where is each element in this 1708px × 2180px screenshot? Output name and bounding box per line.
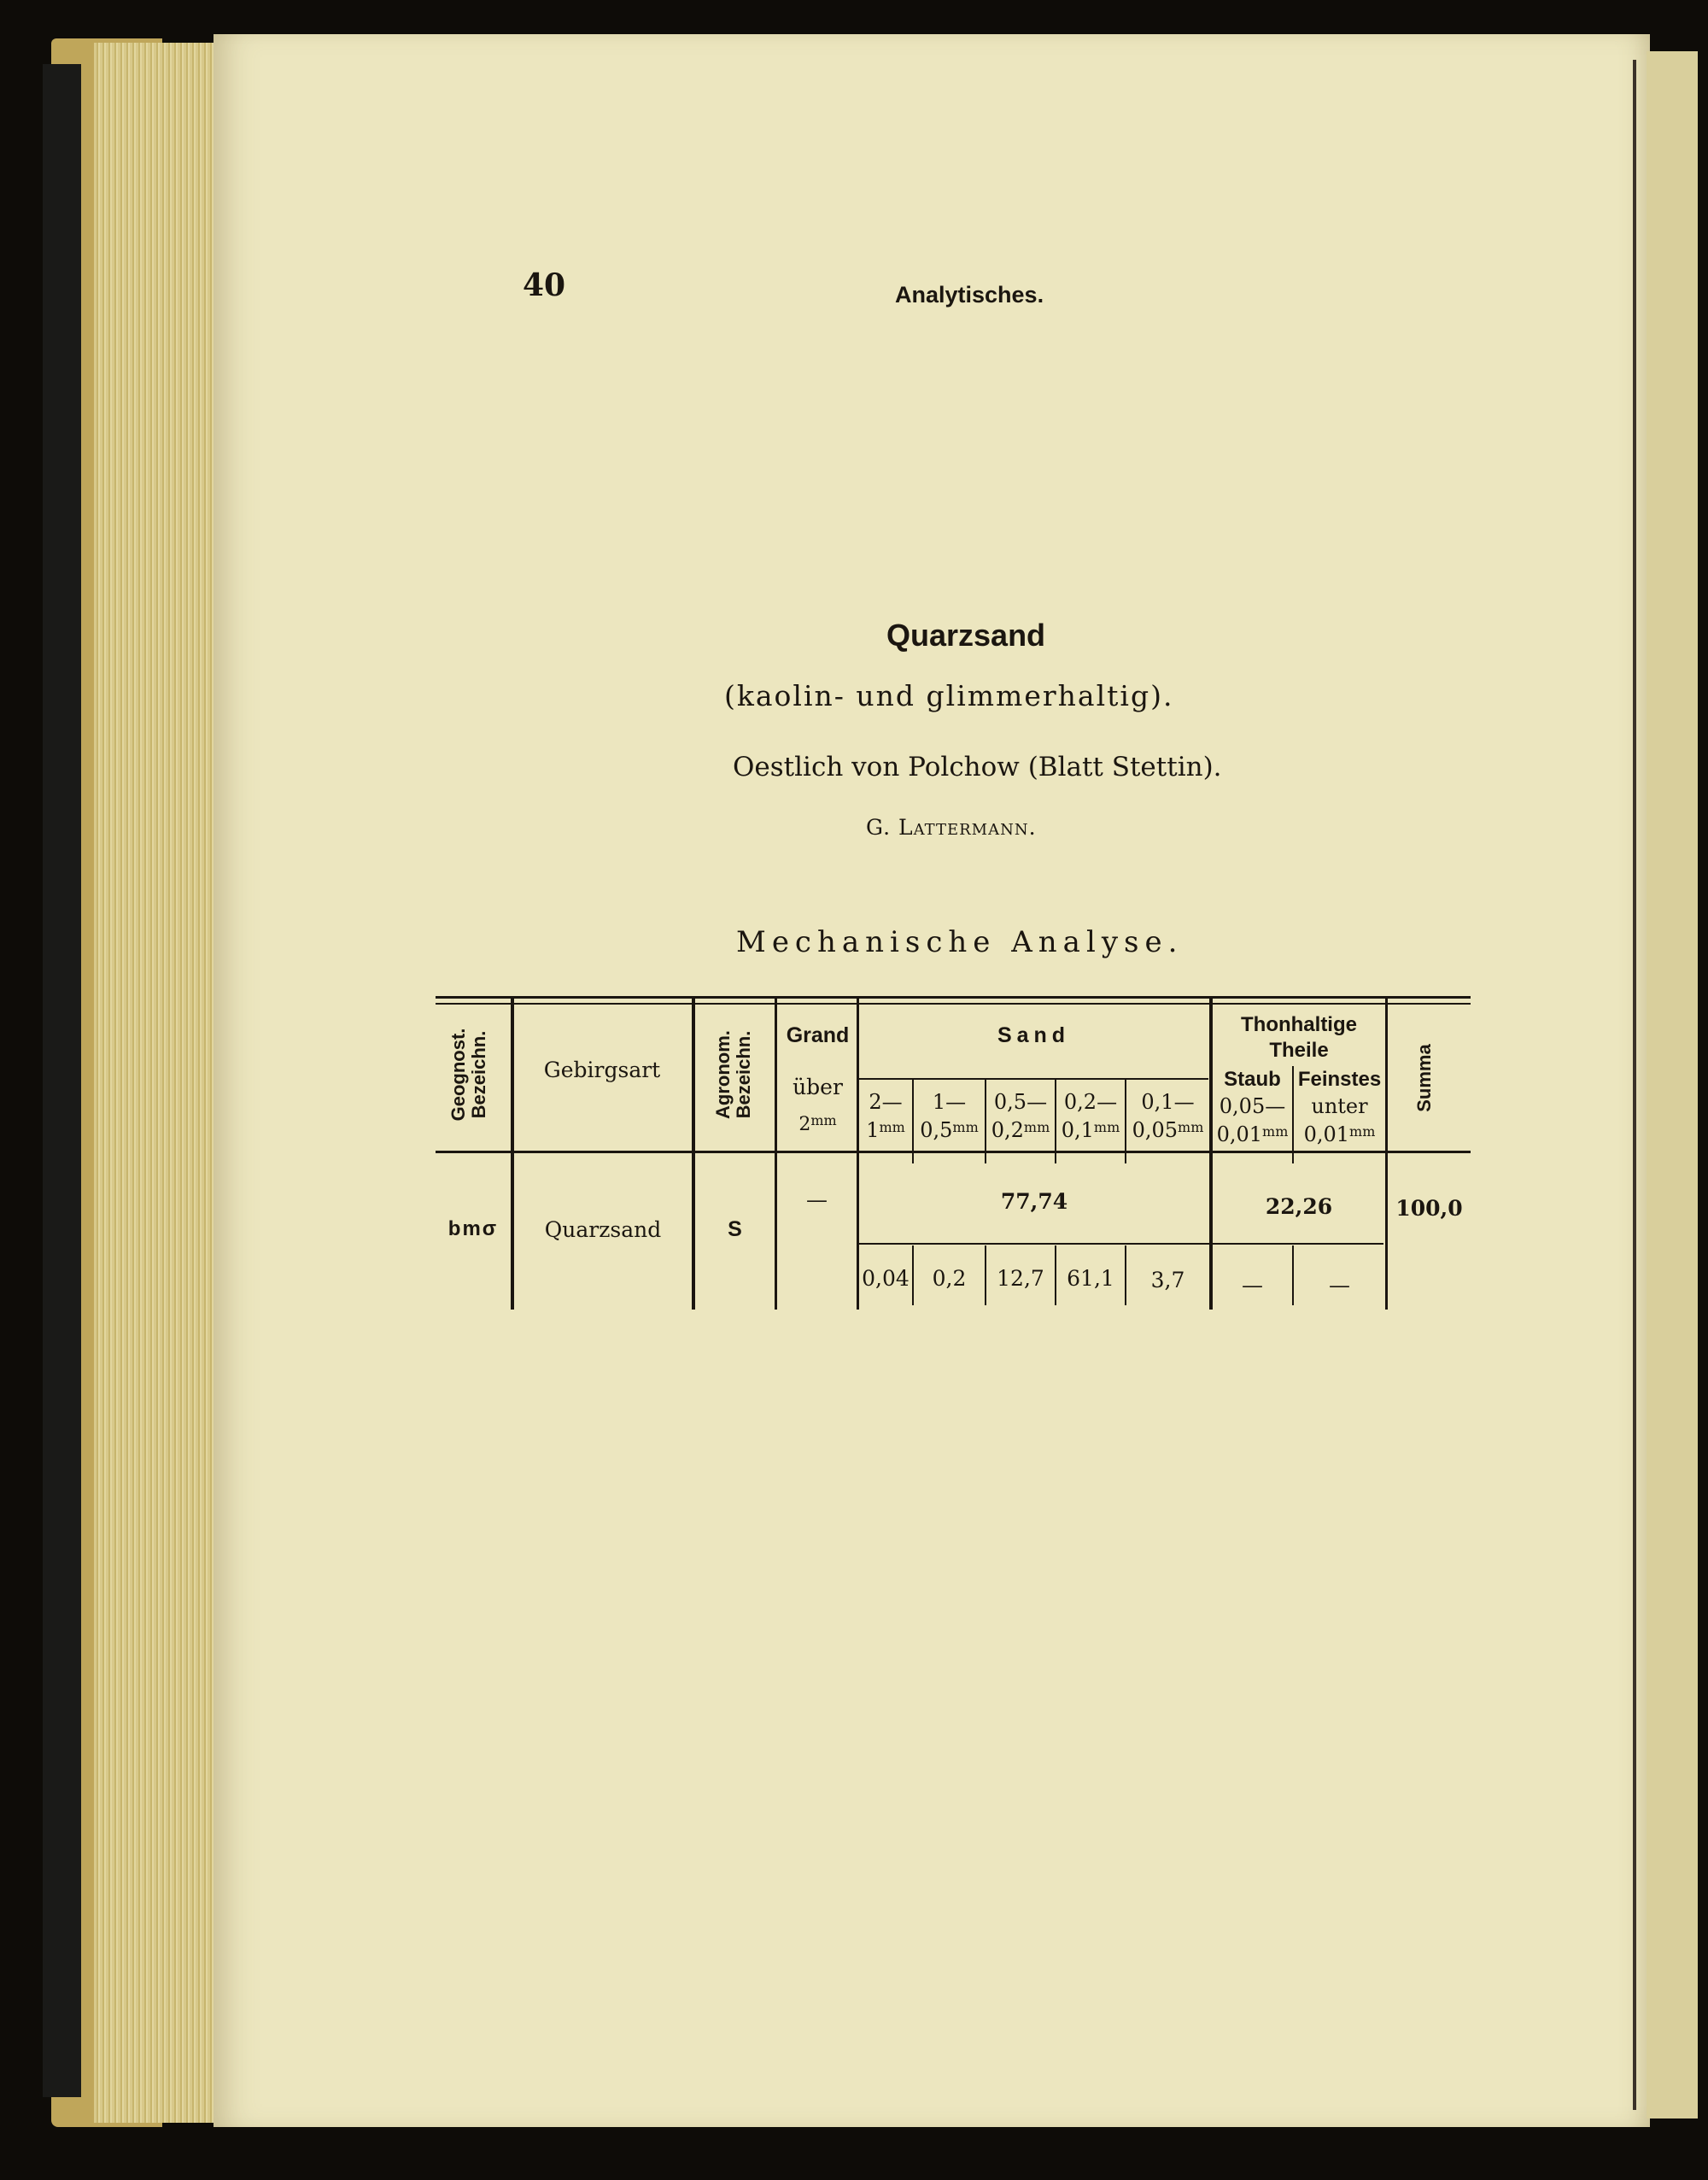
cell-sand-value-2: 0,2 <box>932 1266 967 1291</box>
cell-sand-total: 77,74 <box>1000 1189 1068 1214</box>
header-grand-unit: mm <box>810 1112 837 1128</box>
cell-feinstes: — <box>1329 1273 1350 1298</box>
page-number: 40 <box>523 267 566 303</box>
header-grand-ueber: über <box>793 1075 843 1099</box>
header-sand: Sand <box>997 1023 1071 1047</box>
cell-grand: — <box>806 1187 828 1212</box>
author <box>866 815 1037 840</box>
sand-col-1-bottom: $1^{mm}$ <box>866 1118 905 1142</box>
table-top-rule <box>436 996 1471 999</box>
staub-header <box>1213 1068 1292 1092</box>
header-grand-size-value: 2 <box>798 1114 811 1135</box>
sand-col-2-top: 1— <box>932 1090 967 1114</box>
header-summa-label: Summa <box>1413 1044 1435 1112</box>
sand-col-3-bottom: $0,2^{mm}$ <box>991 1118 1050 1142</box>
cell-sand-value-1: 0,04 <box>862 1266 910 1291</box>
sand-col-header-5 <box>1126 1089 1209 1143</box>
author-surname: Lattermann. <box>898 815 1037 840</box>
header-geognost <box>448 1006 491 1143</box>
cell-staub: — <box>1242 1273 1263 1298</box>
header-bottom-rule <box>436 1151 1471 1153</box>
section-heading: Mechanische Analyse. <box>736 925 1184 959</box>
col-divider-1 <box>511 998 514 1310</box>
header-theile: Theile <box>1269 1039 1329 1062</box>
sand-col-5-top: 0,1— <box>1141 1090 1195 1114</box>
cell-thon-total: 22,26 <box>1265 1194 1333 1219</box>
totals-rule <box>858 1243 1383 1245</box>
header-grand-size <box>777 1112 858 1135</box>
feinstes-range-bottom: $0,01^{mm}$ <box>1303 1122 1376 1146</box>
cell-sand-value-5: 3,7 <box>1150 1268 1185 1292</box>
header-summa <box>1414 1023 1440 1134</box>
sand-col-header-3 <box>986 1089 1055 1143</box>
sand-subheader-rule <box>858 1078 1208 1080</box>
col-divider-2 <box>692 998 695 1310</box>
sand-col-1-top: 2— <box>869 1090 903 1114</box>
header-agronom <box>713 1002 756 1147</box>
staub-range-top: 0,05— <box>1219 1094 1286 1118</box>
sand-col-3-top: 0,5— <box>993 1090 1048 1114</box>
header-agronom-line2: Bezeichn. <box>733 1030 754 1119</box>
location-line: Oestlich von Polchow (Blatt Stettin). <box>733 752 1222 782</box>
facing-page-edge <box>1647 51 1698 2118</box>
staub-range-bottom: $0,01^{mm}$ <box>1216 1122 1289 1146</box>
header-gebirgsart: Gebirgsart <box>543 1058 661 1082</box>
subtitle: (kaolin- und glimmerhaltig). <box>724 679 1174 712</box>
cell-gebirgsart: Quarzsand <box>544 1217 662 1242</box>
staub-range <box>1213 1093 1292 1147</box>
cell-agronom: S <box>728 1217 742 1241</box>
book-cover-edge <box>43 64 81 2097</box>
col-divider-6 <box>1385 998 1388 1310</box>
gutter-line <box>1633 60 1636 2110</box>
page-title: Quarzsand <box>886 618 1046 653</box>
author-initial: G. <box>866 815 898 840</box>
running-head: Analytisches. <box>895 282 1044 308</box>
page-stack-edge <box>94 43 222 2123</box>
sand-col-4-bottom: $0,1^{mm}$ <box>1061 1118 1120 1142</box>
sand-col-header-4 <box>1056 1089 1125 1143</box>
header-agronom-line1: Agronom. <box>712 1030 734 1119</box>
header-geognost-line1: Geognost. <box>447 1028 469 1122</box>
sand-col-header-2 <box>914 1089 985 1143</box>
sand-col-header-1 <box>859 1089 912 1143</box>
sand-col-2-bottom: $0,5^{mm}$ <box>920 1118 979 1142</box>
cell-sand-value-4: 61,1 <box>1067 1266 1114 1291</box>
cell-summa: 100,0 <box>1395 1196 1463 1221</box>
cell-geognost: bmσ <box>447 1217 499 1240</box>
feinstes-range-top: unter <box>1311 1094 1368 1118</box>
sand-col-4-top: 0,2— <box>1063 1090 1118 1114</box>
header-thonhaltige: Thonhaltige <box>1241 1013 1357 1036</box>
table-top-rule-2 <box>436 1003 1471 1005</box>
header-geognost-line2: Bezeichn. <box>468 1030 489 1119</box>
feinstes-header <box>1294 1068 1385 1092</box>
staub-label: Staub <box>1224 1068 1281 1091</box>
sand-col-5-bottom: $0,05^{mm}$ <box>1132 1118 1204 1142</box>
feinstes-label: Feinstes <box>1297 1068 1382 1091</box>
cell-sand-value-3: 12,7 <box>997 1266 1044 1291</box>
feinstes-range <box>1294 1093 1385 1147</box>
header-grand: Grand <box>786 1023 850 1047</box>
